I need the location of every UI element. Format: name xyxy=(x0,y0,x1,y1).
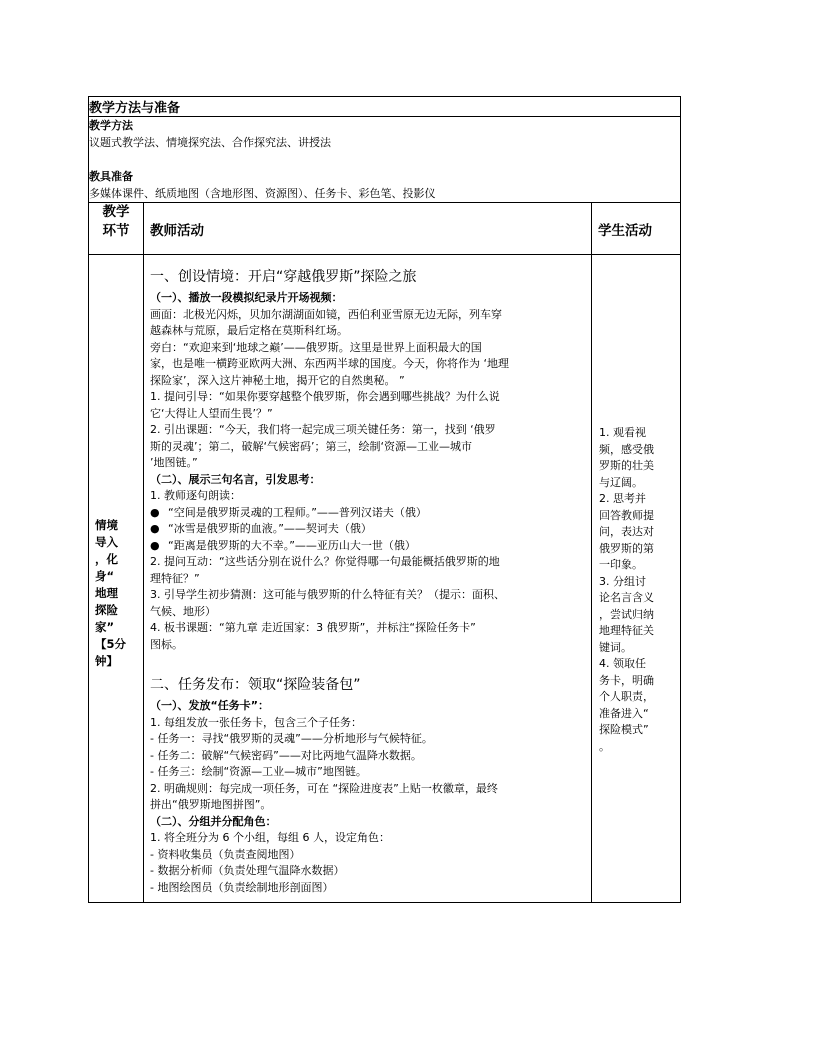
part1-subheading-2: （二）、展示三句名言，引发思考： xyxy=(150,472,321,486)
part2-title: 二、任务发布：领取“探险装备包” xyxy=(150,677,361,693)
header-teacher: 教师活动 xyxy=(144,203,592,255)
phase-line: ，化 xyxy=(95,552,118,566)
tools-text: 多媒体课件、纸质地图（含地形图、资源图）、任务卡、彩色笔、投影仪 xyxy=(89,187,436,200)
student-line: 问，表达对 xyxy=(599,525,654,538)
student-activity-cell xyxy=(592,255,681,903)
student-line: 准备进入“ xyxy=(599,706,649,720)
part2-subheading-2: （二）、分组并分配角色： xyxy=(150,814,277,828)
student-line: 1. 观看视 xyxy=(599,426,646,439)
text-line: 2. 提问互动：“这些话分别在说什么？你觉得哪一句最能概括俄罗斯的地 xyxy=(150,555,500,568)
text-line: - 任务一：寻找“俄罗斯的灵魂”——分析地形与气候特征。 xyxy=(150,732,433,745)
bullet-icon: ● xyxy=(150,505,160,519)
student-line: 地理特征关 xyxy=(599,624,654,637)
text-line: - 数据分析师（负责处理气温降水数据） xyxy=(150,864,345,877)
preparation-block xyxy=(89,117,681,203)
text-line: 画面：北极光闪烁，贝加尔湖湖面如镜，西伯利亚雪原无边无际，列车穿 xyxy=(150,307,502,321)
prep-row xyxy=(89,117,681,203)
header-phase-line1: 教学 xyxy=(102,204,130,220)
text-line: 图标。 xyxy=(150,637,183,651)
table-header-row xyxy=(89,203,681,255)
student-line: 俄罗斯的第 xyxy=(599,541,654,555)
student-line: 回答教师提 xyxy=(599,508,654,522)
student-line: 2. 思考并 xyxy=(599,492,646,505)
quote-text: “冰雪是俄罗斯的血液。”——契诃夫（俄） xyxy=(168,522,372,535)
quote-text: “空间是俄罗斯灵魂的工程师。”——普列汉诺夫（俄） xyxy=(168,505,427,519)
lesson-plan-table xyxy=(88,96,681,903)
part1-title: 一、创设情境：开启“穿越俄罗斯”探险之旅 xyxy=(150,269,417,285)
spacer xyxy=(150,653,587,675)
header-student: 学生活动 xyxy=(592,203,681,255)
text-line: - 任务三：绘制“资源—工业—城市”地图链。 xyxy=(150,765,367,778)
part2-subheading-1: （一）、发放“任务卡”： xyxy=(150,699,269,712)
methods-text: 议题式教学法、情境探究法、合作探究法、讲授法 xyxy=(89,136,331,149)
text-line: 越森林与荒原，最后定格在莫斯科红场。 xyxy=(150,324,348,337)
phase-line: 导入 xyxy=(95,535,118,549)
spacer xyxy=(89,151,680,168)
student-line: 个人职责， xyxy=(599,690,654,703)
phase-line: 钟】 xyxy=(95,654,118,668)
phase-line: 地理 xyxy=(95,586,118,600)
text-line: 理特征？” xyxy=(150,571,200,585)
quote-text: “距离是俄罗斯的大不幸。”——亚历山大一世（俄） xyxy=(168,538,416,552)
student-line: 。 xyxy=(599,739,610,753)
text-line: 1. 教师逐句朗读： xyxy=(150,489,241,502)
phase-line: 【5分 xyxy=(95,637,127,651)
text-line: 1. 提问引导：“如果你要穿越整个俄罗斯，你会遇到哪些挑战？为什么说 xyxy=(150,390,500,403)
student-line: 务卡，明确 xyxy=(599,673,654,687)
text-line: - 资料收集员（负责查阅地图） xyxy=(150,847,301,861)
text-line: 4. 板书课题：“第九章 走近国家：3 俄罗斯”，并标注“探险任务卡” xyxy=(150,621,476,634)
section-title: 教学方法与准备 xyxy=(89,97,681,117)
text-line: 它‘大得让人望而生畏’？” xyxy=(150,406,273,420)
quote-item xyxy=(150,538,587,555)
student-line: 探险模式” xyxy=(599,723,649,736)
student-line: 罗斯的壮美 xyxy=(599,459,654,472)
student-line: 键词。 xyxy=(599,640,632,654)
text-line: - 任务二：破解“气候密码”——对比两地气温降水数据。 xyxy=(150,748,422,762)
text-line: 家，也是唯一横跨亚欧两大洲、东西两半球的国度。今天，你将作为 ‘地理 xyxy=(150,357,509,370)
student-line: 一印象。 xyxy=(599,558,643,571)
text-line: 1. 每组发放一张任务卡，包含三个子任务： xyxy=(150,715,362,729)
text-line: 探险家’，深入这片神秘土地，揭开它的自然奥秘。 ” xyxy=(150,373,405,387)
text-line: 1. 将全班分为 6 个小组，每组 6 人，设定角色： xyxy=(150,831,390,844)
student-line: 4. 领取任 xyxy=(599,657,646,670)
phase-line: 身“ xyxy=(95,569,115,583)
text-line: 3. 引导学生初步猜测：这可能与俄罗斯的什么特征有关？（提示：面积、 xyxy=(150,588,505,601)
student-line: ，尝试归纳 xyxy=(599,607,654,621)
phase-line: 情境 xyxy=(95,518,118,532)
text-line: 斯的灵魂’；第二，破解‘气候密码’；第三，绘制‘资源—工业—城市 xyxy=(150,439,472,453)
phase-line: 探险 xyxy=(95,603,118,617)
header-phase xyxy=(89,203,144,255)
content-row xyxy=(89,255,681,903)
phase-line: 家” xyxy=(95,620,115,634)
header-phase-line2: 环节 xyxy=(102,223,130,239)
lesson-plan-page xyxy=(88,96,680,903)
text-line: 旁白：“欢迎来到‘地球之巅’——俄罗斯。这里是世界上面积最大的国 xyxy=(150,340,482,354)
text-line: 气候、地形） xyxy=(150,604,216,618)
section-title-row xyxy=(89,97,681,117)
student-line: 频，感受俄 xyxy=(599,442,654,456)
bullet-icon: ● xyxy=(150,522,160,535)
text-line: - 地图绘图员（负责绘制地形剖面图） xyxy=(150,880,334,894)
quote-item xyxy=(150,521,587,538)
quote-item xyxy=(150,505,587,522)
teacher-activity-cell xyxy=(144,255,592,903)
text-line: ’地图链。” xyxy=(150,456,198,469)
methods-heading: 教学方法 xyxy=(89,119,133,132)
tools-heading: 教具准备 xyxy=(89,170,133,183)
part1-subheading-1: （一）、播放一段模拟纪录片开场视频： xyxy=(150,291,343,304)
bullet-icon: ● xyxy=(150,538,160,552)
text-line: 2. 引出课题：“今天，我们将一起完成三项关键任务：第一，找到 ‘俄罗 xyxy=(150,423,496,436)
student-line: 与辽阔。 xyxy=(599,475,643,489)
student-line: 论名言含义 xyxy=(599,591,654,604)
student-line: 3. 分组讨 xyxy=(599,574,646,588)
text-line: 2. 明确规则：每完成一项任务，可在 “探险进度表”上贴一枚徽章，最终 xyxy=(150,781,498,795)
text-line: 拼出“俄罗斯地图拼图”。 xyxy=(150,798,272,811)
phase-cell xyxy=(89,255,144,903)
